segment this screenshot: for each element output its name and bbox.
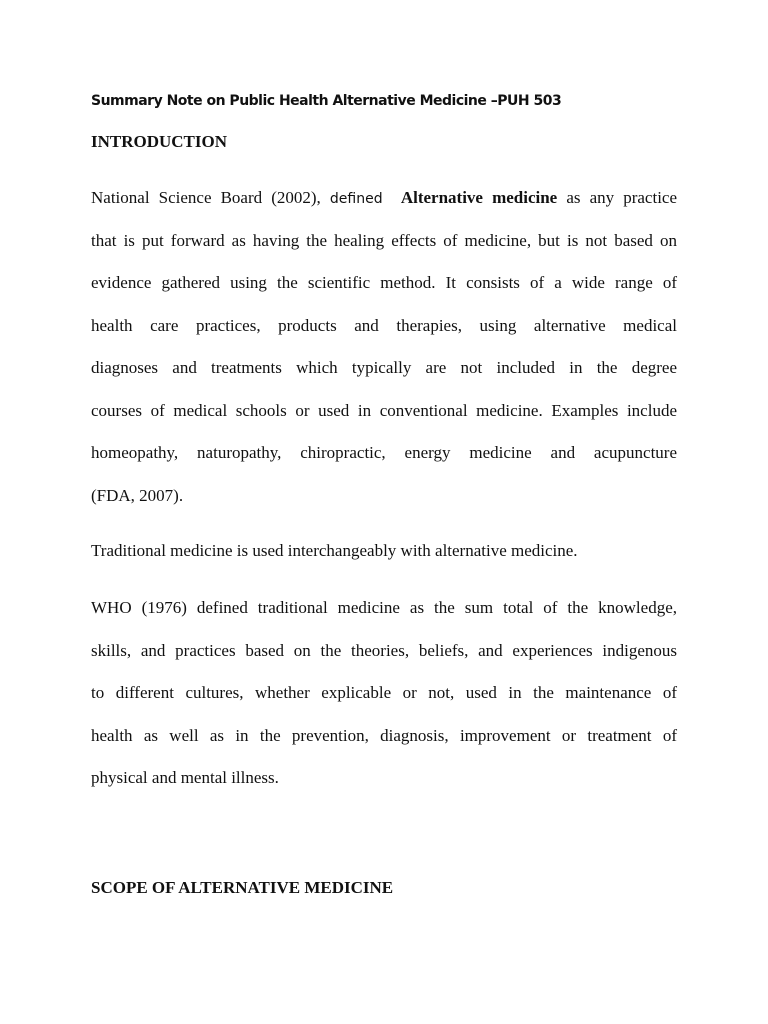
- paragraph-line: skills, and practices based on the theories, beliefs, and experiences indigenous: [91, 640, 677, 660]
- paragraph-line: that is put forward as having the healing effects of medicine, but is not based on: [91, 230, 677, 250]
- paragraph-line: courses of medical schools or used in conventional medicine. Examples include: [91, 400, 677, 420]
- paragraph-line: physical and mental illness.: [91, 768, 279, 787]
- paragraph-line: evidence gathered using the scientific method. It consists of a wide range of: [91, 273, 677, 292]
- paragraph-who-definition: [91, 587, 677, 800]
- paragraph-line: to different cultures, whether explicable or not, used in the maintenance of: [91, 683, 677, 702]
- heading-introduction: INTRODUCTION: [91, 132, 228, 151]
- paragraph-line: [91, 177, 677, 220]
- paragraph-line: Traditional medicine is used interchangeably with alternative medicine.: [91, 541, 578, 560]
- document-title: Summary Note on Public Health Alternative Medicine –PUH 503: [91, 93, 562, 109]
- text-run: National Science Board (2002),: [91, 188, 330, 207]
- paragraph-line: health care practices, products and therapies, using alternative medical: [91, 315, 677, 335]
- text-run: as any practice: [557, 188, 678, 207]
- paragraph-line: WHO (1976) defined traditional medicine as the sum total of the knowledge,: [91, 598, 677, 617]
- paragraph-line: (FDA, 2007).: [91, 485, 184, 505]
- text-run: defined: [329, 191, 383, 207]
- paragraph-definition: [91, 177, 677, 517]
- bold-term: Alternative medicine: [400, 188, 558, 207]
- paragraph-traditional: [91, 530, 677, 573]
- paragraph-line: health as well as in the prevention, diagnosis, improvement or treatment of: [91, 725, 677, 745]
- paragraph-line: homeopathy, naturopathy, chiropractic, energy medicine and acupuncture: [91, 443, 677, 462]
- paragraph-line: diagnoses and treatments which typically are not included in the degree: [91, 358, 677, 377]
- heading-scope: SCOPE OF ALTERNATIVE MEDICINE: [91, 878, 394, 897]
